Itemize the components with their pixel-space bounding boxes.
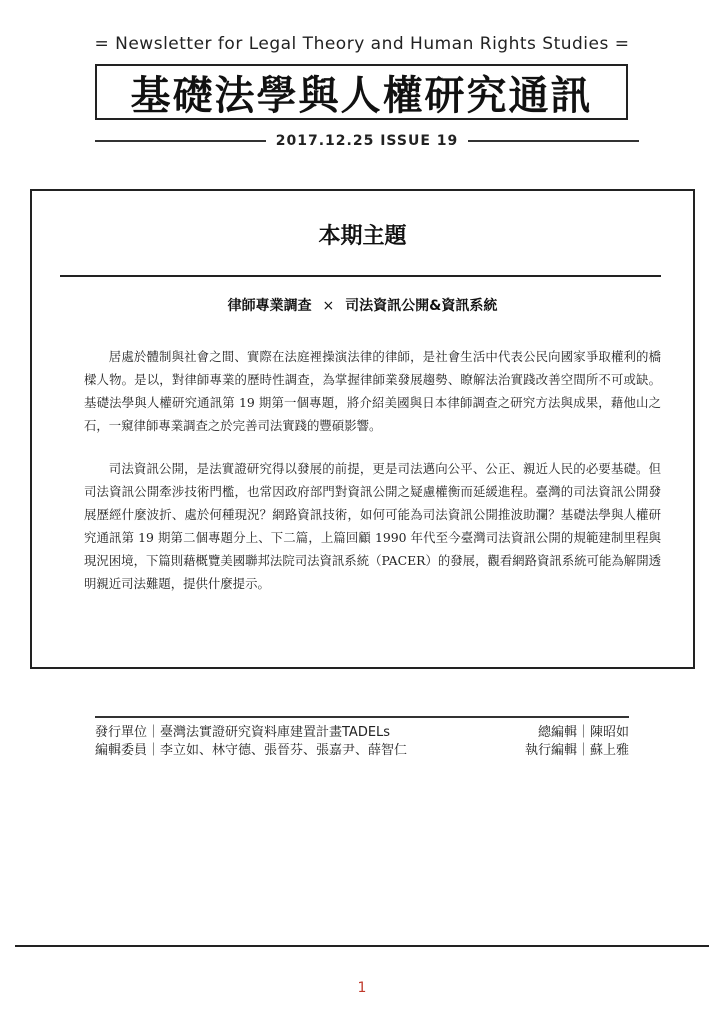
feature-subtitle bbox=[32, 295, 693, 315]
newsletter-english-title: = Newsletter for Legal Theory and Human Rights Studies = bbox=[94, 34, 630, 54]
credits-rule bbox=[95, 716, 629, 718]
page-number: 1 bbox=[357, 980, 367, 996]
issue-rule-right bbox=[468, 140, 639, 142]
feature-heading: 本期主題 bbox=[318, 223, 407, 249]
issue-date-number: 2017.12.25 ISSUE 19 bbox=[275, 133, 459, 149]
issue-line bbox=[95, 131, 639, 151]
feature-subtitle-separator: × bbox=[322, 298, 335, 314]
feature-divider bbox=[60, 275, 661, 277]
newsletter-chinese-title: 基礎法學與人權研究通訊 bbox=[130, 71, 593, 119]
footer-rule bbox=[15, 945, 709, 947]
feature-subtitle-right: 司法資訊公開&資訊系統 bbox=[345, 298, 498, 314]
feature-frame bbox=[30, 189, 695, 669]
feature-subtitle-left: 律師專業調查 bbox=[227, 298, 312, 314]
editor-in-chief-credit: 總編輯｜陳昭如 bbox=[537, 725, 629, 740]
publisher-credit: 發行單位｜臺灣法實證研究資料庫建置計畫TADELs bbox=[95, 725, 391, 740]
credits-block bbox=[95, 716, 629, 756]
feature-paragraph-lawyer-survey: 居處於體制與社會之間、實際在法庭裡操演法律的律師，是社會生活中代表公民向國家爭取權利的橋樑人物。是以，對律師專業的歷時性調查，為掌握律師業發展趨勢、瞭解法治實踐改善空間所不可或缺。基礎法學與人權研究通訊第 19 期第一個專題，將介紹美國與日本律師調查之研究方法與成果，藉他山之石，一窺律師專業調查之於完善司法實踐的豐碩影響。 bbox=[84, 349, 661, 433]
executive-editor-credit: 執行編輯｜蘇上雅 bbox=[524, 743, 629, 758]
feature-paragraph-judicial-info: 司法資訊公開，是法實證研究得以發展的前提，更是司法邁向公平、公正、親近人民的必要基礎。但司法資訊公開牽涉技術門檻，也常因政府部門對資訊公開之疑慮權衡而延緩進程。臺灣的司法資訊公開發展歷經什麼波折、處於何種現況？網路資訊技術，如何可能為司法資訊公開推波助瀾？基礎法學與人權研究通訊第 19 期第二個專題分上、下二篇，上篇回顧 1990 年代至今臺灣司法資訊公開的規範建制里程與現況困境，下篇則藉概覽美國聯邦法院司法資訊系統（PACER）的發展，觀看網路資訊系統可能為解開透明親近司法難題，提供什麼提示。 bbox=[84, 461, 661, 591]
newsletter-title-box bbox=[95, 64, 628, 120]
editorial-committee-credit: 編輯委員｜李立如、林守德、張晉芬、張嘉尹、薛智仁 bbox=[95, 743, 408, 758]
issue-rule-left bbox=[95, 140, 266, 142]
